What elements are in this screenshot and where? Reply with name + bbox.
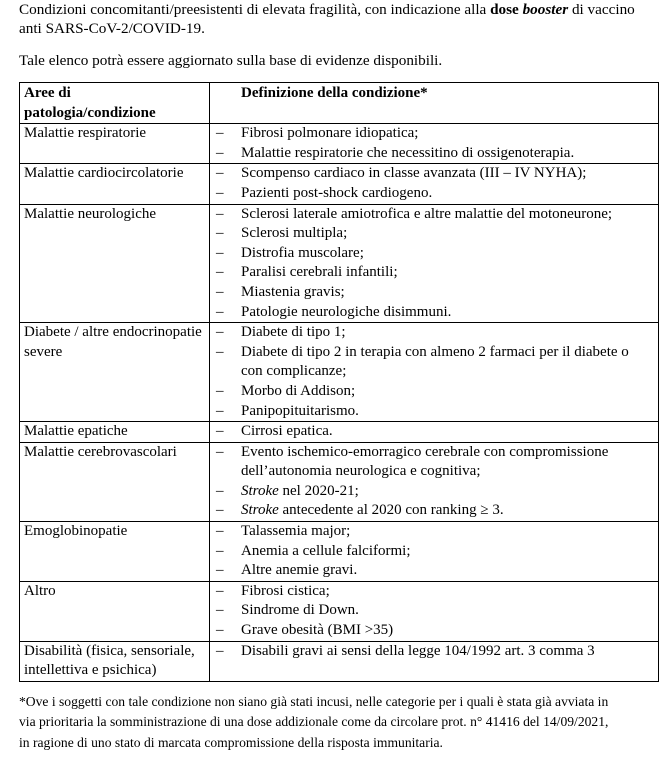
item-text: Morbo di Addison;: [241, 382, 356, 399]
table-header-row: [20, 83, 659, 124]
item-text: Pazienti post-shock cardiogeno.: [241, 184, 433, 201]
item-text: Evento ischemico-emorragico cerebrale con compromissione dell’autonomia neurologica e cognitiva;: [241, 443, 609, 480]
header-definition: Definizione della condizione*: [210, 83, 659, 124]
dash-bullet: –: [216, 562, 224, 579]
italic-term: Stroke: [241, 502, 279, 519]
dash-bullet: –: [216, 184, 224, 201]
dash-bullet: –: [216, 283, 224, 300]
area-cell: Malattie neurologiche: [20, 204, 210, 323]
list-item: [214, 561, 654, 581]
item-text: Patologie neurologiche disimmuni.: [241, 303, 452, 320]
dash-bullet: –: [216, 622, 224, 639]
area-cell: Malattie epatiche: [20, 422, 210, 443]
list-item: [214, 124, 654, 144]
table-row: [20, 522, 659, 582]
definition-cell: [210, 641, 659, 681]
list-item: [214, 303, 654, 323]
definition-list: [214, 124, 654, 163]
area-cell: Malattie respiratorie: [20, 124, 210, 164]
intro-booster-bold-italic: booster: [522, 1, 569, 18]
definition-list: [214, 443, 654, 521]
dash-bullet: –: [216, 324, 224, 341]
list-item: [214, 422, 654, 442]
list-item: [214, 244, 654, 264]
item-text: Disabili gravi ai sensi della legge 104/1992 art. 3 comma 3: [241, 642, 595, 659]
item-text: Distrofia muscolare;: [241, 244, 364, 261]
dash-bullet: –: [216, 482, 224, 499]
dash-bullet: –: [216, 303, 224, 320]
definition-list: [214, 582, 654, 641]
dash-bullet: –: [216, 144, 224, 161]
intro-paragraph-2: Tale elenco potrà essere aggiornato sulla base di evidenze disponibili.: [19, 52, 443, 69]
dash-bullet: –: [216, 542, 224, 559]
intro-text: [19, 0, 659, 70]
italic-term: Stroke: [241, 482, 279, 499]
item-text: Sindrome di Down.: [241, 602, 359, 619]
definition-list: [214, 323, 654, 421]
list-item: [214, 263, 654, 283]
list-item: [214, 482, 654, 502]
list-item: [214, 205, 654, 225]
list-item: [214, 443, 654, 482]
list-item: [214, 224, 654, 244]
definition-list: [214, 205, 654, 323]
area-cell: Altro: [20, 581, 210, 641]
list-item: [214, 323, 654, 343]
footnote: [19, 692, 664, 753]
definition-list: [214, 522, 654, 581]
list-item: [214, 642, 654, 662]
footnote-line-3: in ragione di uno stato di marcata compromissione della risposta immunitaria.: [19, 734, 443, 750]
intro-dose-bold: dose: [490, 1, 523, 18]
list-item: [214, 382, 654, 402]
definition-cell: [210, 442, 659, 521]
item-text: Malattie respiratorie che necessitino di ossigenoterapia.: [241, 144, 575, 161]
table-row: [20, 581, 659, 641]
list-item: [214, 621, 654, 641]
intro-line1-before: Condizioni concomitanti/preesistenti di elevata fragilità, con indicazione alla: [19, 1, 491, 18]
dash-bullet: –: [216, 343, 224, 360]
item-text: Diabete di tipo 1;: [241, 324, 346, 341]
item-text: Panipopituitarismo.: [241, 402, 359, 419]
dash-bullet: –: [216, 264, 224, 281]
item-text: Fibrosi cistica;: [241, 582, 330, 599]
item-text: Talassemia major;: [241, 523, 351, 540]
dash-bullet: –: [216, 125, 224, 142]
item-text: nel 2020-21;: [278, 482, 359, 499]
dash-bullet: –: [216, 165, 224, 182]
list-item: [214, 343, 654, 382]
dash-bullet: –: [216, 642, 224, 659]
list-item: [214, 601, 654, 621]
item-text: Cirrosi epatica.: [241, 423, 333, 440]
dash-bullet: –: [216, 582, 224, 599]
item-text: Grave obesità (BMI >35): [241, 622, 394, 639]
area-cell: Disabilità (fisica, sensoriale, intellettiva e psichica): [20, 641, 210, 681]
list-item: [214, 402, 654, 422]
item-text: Altre anemie gravi.: [241, 562, 358, 579]
intro-line1-after: di vaccino anti SARS-CoV-2/COVID-19.: [19, 1, 635, 37]
list-item: [214, 144, 654, 164]
definition-cell: [210, 422, 659, 443]
definition-cell: [210, 204, 659, 323]
item-text: Paralisi cerebrali infantili;: [241, 264, 398, 281]
footnote-line-1: *Ove i soggetti con tale condizione non siano già stati incusi, nelle categorie per i quali è stata già avviata in: [19, 694, 609, 709]
dash-bullet: –: [216, 402, 224, 419]
definition-list: [214, 164, 654, 203]
list-item: [214, 184, 654, 204]
area-cell: Emoglobinopatie: [20, 522, 210, 582]
header-area: Aree di patologia/condizione: [20, 83, 210, 124]
definition-cell: [210, 164, 659, 204]
item-text: Diabete di tipo 2 in terapia con almeno 2 farmaci per il diabete o con complicanze;: [241, 343, 629, 380]
item-text: antecedente al 2020 con ranking ≥ 3.: [278, 502, 504, 519]
definition-cell: [210, 581, 659, 641]
table-row: [20, 641, 659, 681]
definition-cell: [210, 124, 659, 164]
table-row: [20, 422, 659, 443]
table-row: [20, 204, 659, 323]
area-cell: Malattie cardiocircolatorie: [20, 164, 210, 204]
table-row: [20, 442, 659, 521]
table-row: [20, 323, 659, 422]
area-cell: Malattie cerebrovascolari: [20, 442, 210, 521]
area-cell: Diabete / altre endocrinopatie severe: [20, 323, 210, 422]
list-item: [214, 164, 654, 184]
dash-bullet: –: [216, 244, 224, 261]
dash-bullet: –: [216, 382, 224, 399]
dash-bullet: –: [216, 423, 224, 440]
conditions-table: [19, 82, 659, 682]
dash-bullet: –: [216, 225, 224, 242]
list-item: [214, 582, 654, 602]
item-text: Sclerosi laterale amiotrofica e altre malattie del motoneurone;: [241, 205, 613, 222]
item-text: Scompenso cardiaco in classe avanzata (III – IV NYHA);: [241, 165, 587, 182]
dash-bullet: –: [216, 523, 224, 540]
intro-paragraph-1: [19, 0, 659, 38]
list-item: [214, 501, 654, 521]
item-text: Anemia a cellule falciformi;: [241, 542, 411, 559]
dash-bullet: –: [216, 502, 224, 519]
table-row: [20, 164, 659, 204]
definition-cell: [210, 323, 659, 422]
footnote-line-2: via prioritaria la somministrazione di una dose addizionale come da circolare prot. n° 41416 del 14/09/2021,: [19, 714, 609, 730]
definition-list: [214, 422, 654, 442]
item-text: Sclerosi multipla;: [241, 225, 348, 242]
dash-bullet: –: [216, 443, 224, 460]
dash-bullet: –: [216, 205, 224, 222]
list-item: [214, 283, 654, 303]
dash-bullet: –: [216, 602, 224, 619]
definition-cell: [210, 522, 659, 582]
item-text: Fibrosi polmonare idiopatica;: [241, 125, 419, 142]
list-item: [214, 522, 654, 542]
list-item: [214, 542, 654, 562]
table-row: [20, 124, 659, 164]
table-body: [20, 124, 659, 682]
item-text: Miastenia gravis;: [241, 283, 345, 300]
definition-list: [214, 642, 654, 662]
